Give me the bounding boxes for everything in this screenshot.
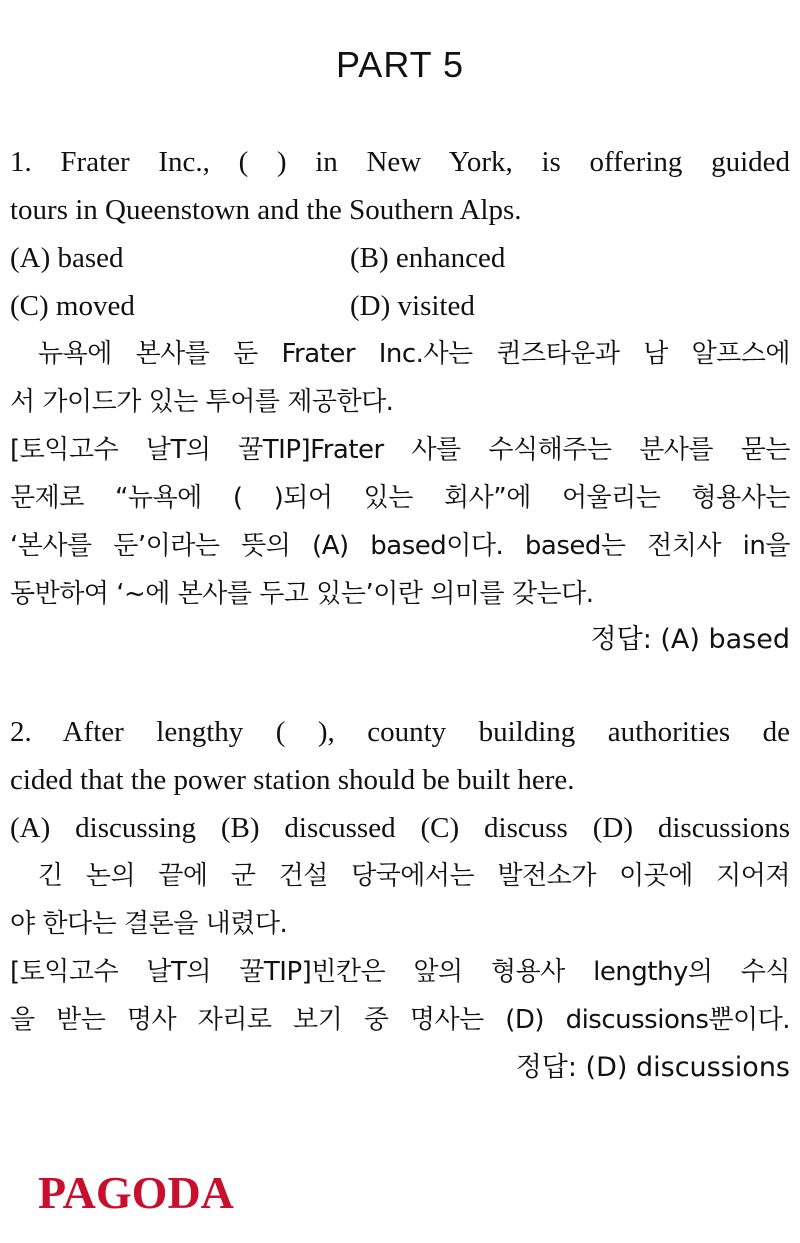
q2-translation-line-1: 긴 논의 끝에 군 건설 당국에서는 발전소가 이곳에 지어져 (38, 861, 790, 891)
q2-options: (A) discussing (B) discussed (C) discuss (D) discussions (10, 812, 790, 844)
q1-option-c: (C) moved (10, 290, 135, 322)
q1-tip-line-4: 동반하여 ‘~에 본사를 두고 있는’이란 의미를 갖는다. (10, 579, 594, 609)
page-title: PART 5 (335, 44, 465, 85)
q1-tip-line-3: ‘본사를 둔’이라는 뜻의 (A) based이다. based는 전치사 in을 (10, 531, 790, 561)
q2-stem-line-1: 2. After lengthy ( ), county building authorities de (10, 716, 790, 748)
q1-tip-line-1: [토익고수 날T의 꿀TIP]Frater 사를 수식해주는 분사를 묻는 (10, 435, 790, 465)
q1-translation-line-2: 서 가이드가 있는 투어를 제공한다. (10, 387, 394, 417)
q1-answer: 정답: (A) based (590, 624, 790, 655)
q1-stem-line-2: tours in Queenstown and the Southern Alps. (10, 194, 522, 226)
q2-answer: 정답: (D) discussions (515, 1052, 790, 1083)
q2-tip-line-1: [토익고수 날T의 꿀TIP]빈칸은 앞의 형용사 lengthy의 수식 (10, 957, 790, 987)
q1-option-a: (A) based (10, 242, 124, 274)
q1-tip-line-2: 문제로 “뉴욕에 ( )되어 있는 회사”에 어울리는 형용사는 (10, 483, 790, 513)
pagoda-logo: PAGODA (38, 1167, 234, 1218)
q1-option-d: (D) visited (350, 290, 475, 322)
q2-stem-line-2: cided that the power station should be built here. (10, 764, 575, 796)
q1-stem-line-1: 1. Frater Inc., ( ) in New York, is offering guided (10, 146, 790, 178)
q1-option-b: (B) enhanced (350, 242, 506, 274)
q2-translation-line-2: 야 한다는 결론을 내렸다. (10, 909, 288, 939)
q2-tip-line-2: 을 받는 명사 자리로 보기 중 명사는 (D) discussions뿐이다. (10, 1005, 790, 1035)
q1-translation-line-1: 뉴욕에 본사를 둔 Frater Inc.사는 퀸즈타운과 남 알프스에 (38, 339, 790, 369)
